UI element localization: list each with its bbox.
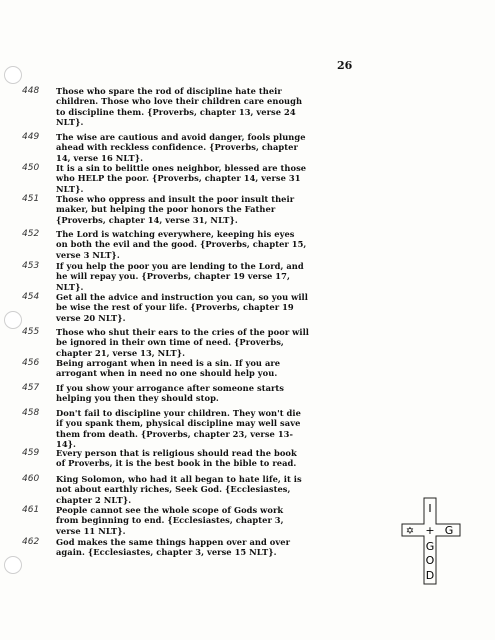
entry-text: Those who spare the rod of discipline hate their children. Those who love their children care enough to discipline them. {Proverbs, chapter 13, verse 24 NLT}. bbox=[56, 86, 303, 127]
entry-number: 457 bbox=[22, 383, 40, 393]
binder-hole bbox=[4, 66, 22, 84]
entry-number: 451 bbox=[22, 194, 40, 204]
entry-number: 456 bbox=[22, 358, 40, 368]
entry-text: It is a sin to belittle ones neighbor, blessed are those who HELP the poor. {Proverbs, chapter 14, verse 31 NLT}. bbox=[56, 163, 307, 194]
page-number: 26 bbox=[337, 59, 353, 72]
entry-number: 461 bbox=[22, 505, 40, 515]
entry-text: God makes the same things happen over and over again. {Ecclesiastes, chapter 3, verse 15 NLT}. bbox=[56, 537, 290, 558]
cross-letter-g: G bbox=[425, 540, 435, 553]
entry-number: 460 bbox=[22, 474, 40, 484]
entry-number: 454 bbox=[22, 292, 40, 302]
binder-hole bbox=[4, 311, 22, 329]
entry-text: Get all the advice and instruction you can, so you will be wise the rest of your life. {Proverbs, chapter 19 verse 20 NLT}. bbox=[56, 292, 308, 323]
entry-text: People cannot see the whole scope of Gods work from beginning to end. {Ecclesiastes, chapter 3, verse 11 NLT}. bbox=[56, 505, 284, 536]
entry-number: 455 bbox=[22, 327, 40, 337]
cross-letter-d: D bbox=[425, 569, 435, 582]
entry-text: Every person that is religious should read the book of Proverbs, it is the best book in the bible to read. bbox=[56, 448, 297, 469]
star-of-david-icon: ✡ bbox=[405, 526, 415, 537]
cross-letter-i: I bbox=[428, 502, 432, 515]
entry-text: The Lord is watching everywhere, keeping his eyes on both the evil and the good. {Proverbs, chapter 15, verse 3 NLT}. bbox=[56, 229, 307, 260]
cross-letter-o: O bbox=[425, 554, 435, 567]
entry-text: King Solomon, who had it all began to hate life, it is not about earthly riches, Seek God. {Ecclesiastes, chapter 2 NLT}. bbox=[56, 474, 302, 505]
entry-number: 459 bbox=[22, 448, 40, 458]
binder-hole bbox=[4, 556, 22, 574]
entry-text: If you help the poor you are lending to the Lord, and he will repay you. {Proverbs, chapter 19 verse 17, NLT}. bbox=[56, 261, 304, 292]
entry-number: 450 bbox=[22, 163, 40, 173]
entry-text: Don't fail to discipline your children. They won't die if you spank them, physical discipline may well save them from death. {Proverbs, chapter 23, verse 13- 14}. bbox=[56, 408, 301, 449]
cross-letter-g-right: G bbox=[444, 524, 454, 537]
entry-text: Those who oppress and insult the poor insult their maker, but helping the poor honors the Father {Proverbs, chapter 14, verse 31, NLT}. bbox=[56, 194, 295, 225]
entry-number: 448 bbox=[22, 86, 40, 96]
entry-text: Being arrogant when in need is a sin. If you are arrogant when in need no one should help you. bbox=[56, 358, 281, 379]
entry-number: 449 bbox=[22, 132, 40, 142]
cross-plus: + bbox=[425, 524, 435, 537]
entry-number: 462 bbox=[22, 537, 40, 547]
entry-number: 452 bbox=[22, 229, 40, 239]
entry-text: If you show your arrogance after someone starts helping you then they should stop. bbox=[56, 383, 285, 404]
entry-text: The wise are cautious and avoid danger, fools plunge ahead with reckless confidence. {Proverbs, chapter 14, verse 16 NLT}. bbox=[56, 132, 306, 163]
cross-drawing bbox=[396, 496, 466, 586]
entry-number: 458 bbox=[22, 408, 40, 418]
entry-number: 453 bbox=[22, 261, 40, 271]
entry-text: Those who shut their ears to the cries of the poor will be ignored in their own time of need. {Proverbs, chapter 21, verse 13, NLT}. bbox=[56, 327, 309, 358]
